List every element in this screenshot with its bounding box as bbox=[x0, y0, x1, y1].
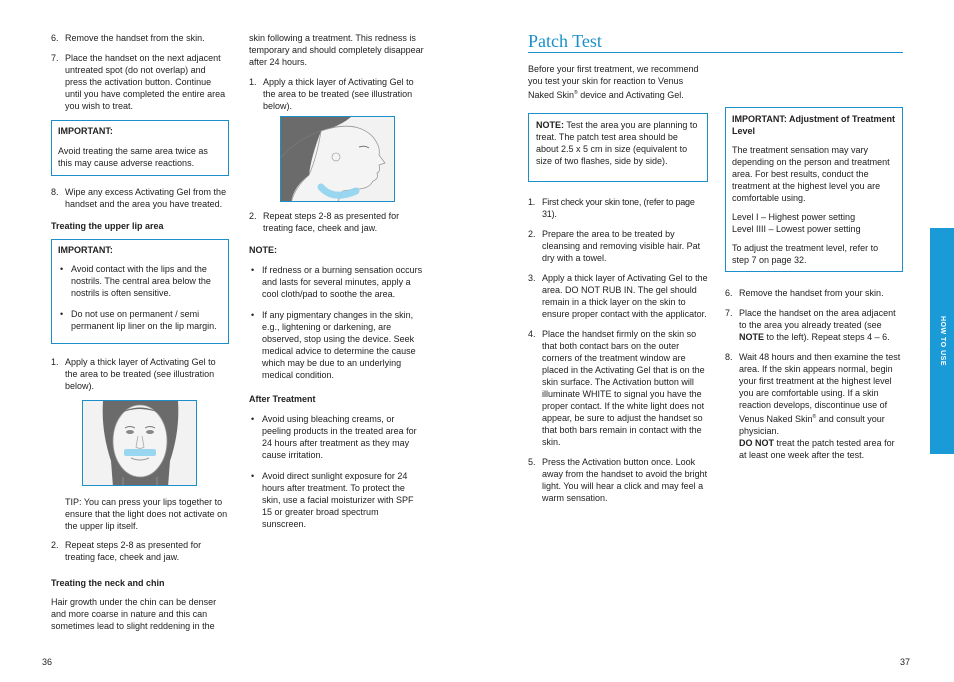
note-bullet-2: • If any pigmentary changes in the skin, e.g., lightening or darkening, are observed, stop using the device. Seek medical advice to determine the cause which may be due to an underlying medical condition. bbox=[249, 309, 425, 381]
right-col-1 bbox=[528, 63, 708, 512]
lip-step-1: 1. Apply a thick layer of Activating Gel to the area to be treated (see illustration below). bbox=[51, 357, 216, 391]
right-col-2 bbox=[725, 107, 903, 469]
patch-step-6: 6. Remove the handset from your skin. bbox=[725, 288, 884, 298]
patch-step-3: 3. Apply a thick layer of Activating Gel to the area. DO NOT RUB IN. The gel should remain in a thick layer on the skin to ensure proper contact with the applicator. bbox=[528, 273, 708, 319]
page-title: Patch Test bbox=[528, 31, 602, 51]
after-treatment-heading: After Treatment bbox=[249, 394, 316, 404]
patch-step-7: 7. Place the handset on the area adjacent to the area you already treated (see NOTE to the left). Repeat steps 4 – 6. bbox=[725, 308, 896, 342]
important-level-box: IMPORTANT: Adjustment of Treatment Level The treatment sensation may vary depending on the person and treatment area. For best results, conduct the treatment at the highest level you are comfortable using. Level I – Highest power setting Level IIII – Lowest power setting To adjust the treatment level, refer to step 7 on page 32. bbox=[725, 107, 903, 272]
redness-note: skin following a treatment. This redness is temporary and should completely disappear after 24 hours. bbox=[249, 33, 424, 67]
page-number-right: 37 bbox=[900, 657, 911, 667]
neck-step-1: 1. Apply a thick layer of Activating Gel to the area to be treated (see illustration below). bbox=[249, 77, 414, 111]
note-box: NOTE: Test the area you are planning to treat. The patch test area should be about 2.5 x 5 cm in size (equivalent to size of two flashes, side by side). bbox=[528, 113, 708, 182]
patch-step-2: 2. Prepare the area to be treated by cleansing and removing visible hair. Pat dry with a towel. bbox=[528, 229, 701, 263]
patch-step-8: 8. Wait 48 hours and then examine the test area. If the skin appears normal, begin your first treatment at the highest level you are comfortable using. If a skin reaction develops, discontinue use of Venus Naked Skin® and consult your physician. DO NOT treat the patch tested area for at least one week after the test. bbox=[725, 352, 901, 460]
left-col-1 bbox=[51, 32, 229, 632]
lip-step-2: 2. Repeat steps 2-8 as presented for treating face, cheek and jaw. bbox=[51, 540, 202, 562]
side-tab-how-to-use: HOW TO USE bbox=[930, 228, 954, 454]
step-6: 6. Remove the handset from the skin. bbox=[51, 33, 205, 43]
upper-lip-heading: Treating the upper lip area bbox=[51, 221, 164, 231]
neck-heading: Treating the neck and chin bbox=[51, 578, 165, 588]
note-heading: NOTE: bbox=[249, 245, 277, 255]
after-bullet-1: • Avoid using bleaching creams, or peeling products in the treated area for 24 hours after treatment as they may cause irritation. bbox=[249, 413, 425, 461]
lip-tip: TIP: You can press your lips together to ensure that the light does not activate on the upper lip itself. bbox=[65, 497, 228, 531]
face-profile-icon bbox=[281, 117, 395, 202]
lip-warning-2: • Do not use on permanent / semi permanent lip liner on the lip margin. bbox=[58, 308, 222, 332]
face-front-illustration bbox=[82, 400, 197, 486]
left-col-2 bbox=[249, 32, 425, 539]
face-front-icon bbox=[83, 401, 197, 486]
step-7: 7. Place the handset on the next adjacent untreated spot (do not overlap) and press the activation button. Continue until you have completed the entire area you wish to treat. bbox=[51, 53, 226, 111]
patch-step-1: 1. First check your skin tone, (refer to page 31). bbox=[528, 197, 695, 219]
patch-step-4: 4. Place the handset firmly on the skin so that both contact bars on the outer corners of the treatment window are placed in the Activating Gel that is on the skin surface. The Activation button will illuminate WHITE to signal you have the proper contact. If the white light does not appear, be sure to adjust the handset so that both bars remain in contact with the skin. bbox=[528, 329, 705, 447]
page-number-left: 36 bbox=[42, 657, 53, 667]
face-profile-illustration bbox=[280, 116, 395, 202]
after-bullet-2: • Avoid direct sunlight exposure for 24 hours after treatment. To protect the skin, use a facial moisturizer with SPF 15 or greater broad spectrum sunscreen. bbox=[249, 470, 425, 530]
title-rule bbox=[528, 52, 903, 53]
note-bullet-1: • If redness or a burning sensation occurs and lasts for several minutes, apply a cool cloth/pad to soothe the area. bbox=[249, 264, 425, 300]
lip-warning-1: • Avoid contact with the lips and the nostrils. The central area below the nostrils is often sensitive. bbox=[58, 263, 222, 299]
patch-intro: Before your first treatment, we recommend you test your skin for reaction to Venus Naked Skin® device and Activating Gel. bbox=[528, 64, 699, 100]
patch-step-5: 5. Press the Activation button once. Look away from the handset to avoid the bright light. You will hear a click and may feel a warm sensation. bbox=[528, 457, 708, 503]
neck-text: Hair growth under the chin can be denser and more coarse in nature and this can sometimes lead to slight reddening in the bbox=[51, 597, 217, 631]
step-8: 8. Wipe any excess Activating Gel from the handset and the area you have treated. bbox=[51, 187, 227, 209]
important-box-lip: IMPORTANT: • Avoid contact with the lips and the nostrils. The central area below the nostrils is often sensitive. • Do not use on permanent / semi permanent lip liner on the lip margin. bbox=[51, 239, 229, 344]
important-box-overlap: IMPORTANT: Avoid treating the same area twice as this may cause adverse reactions. bbox=[51, 120, 229, 176]
neck-step-2: 2. Repeat steps 2-8 as presented for treating face, cheek and jaw. bbox=[249, 211, 400, 233]
